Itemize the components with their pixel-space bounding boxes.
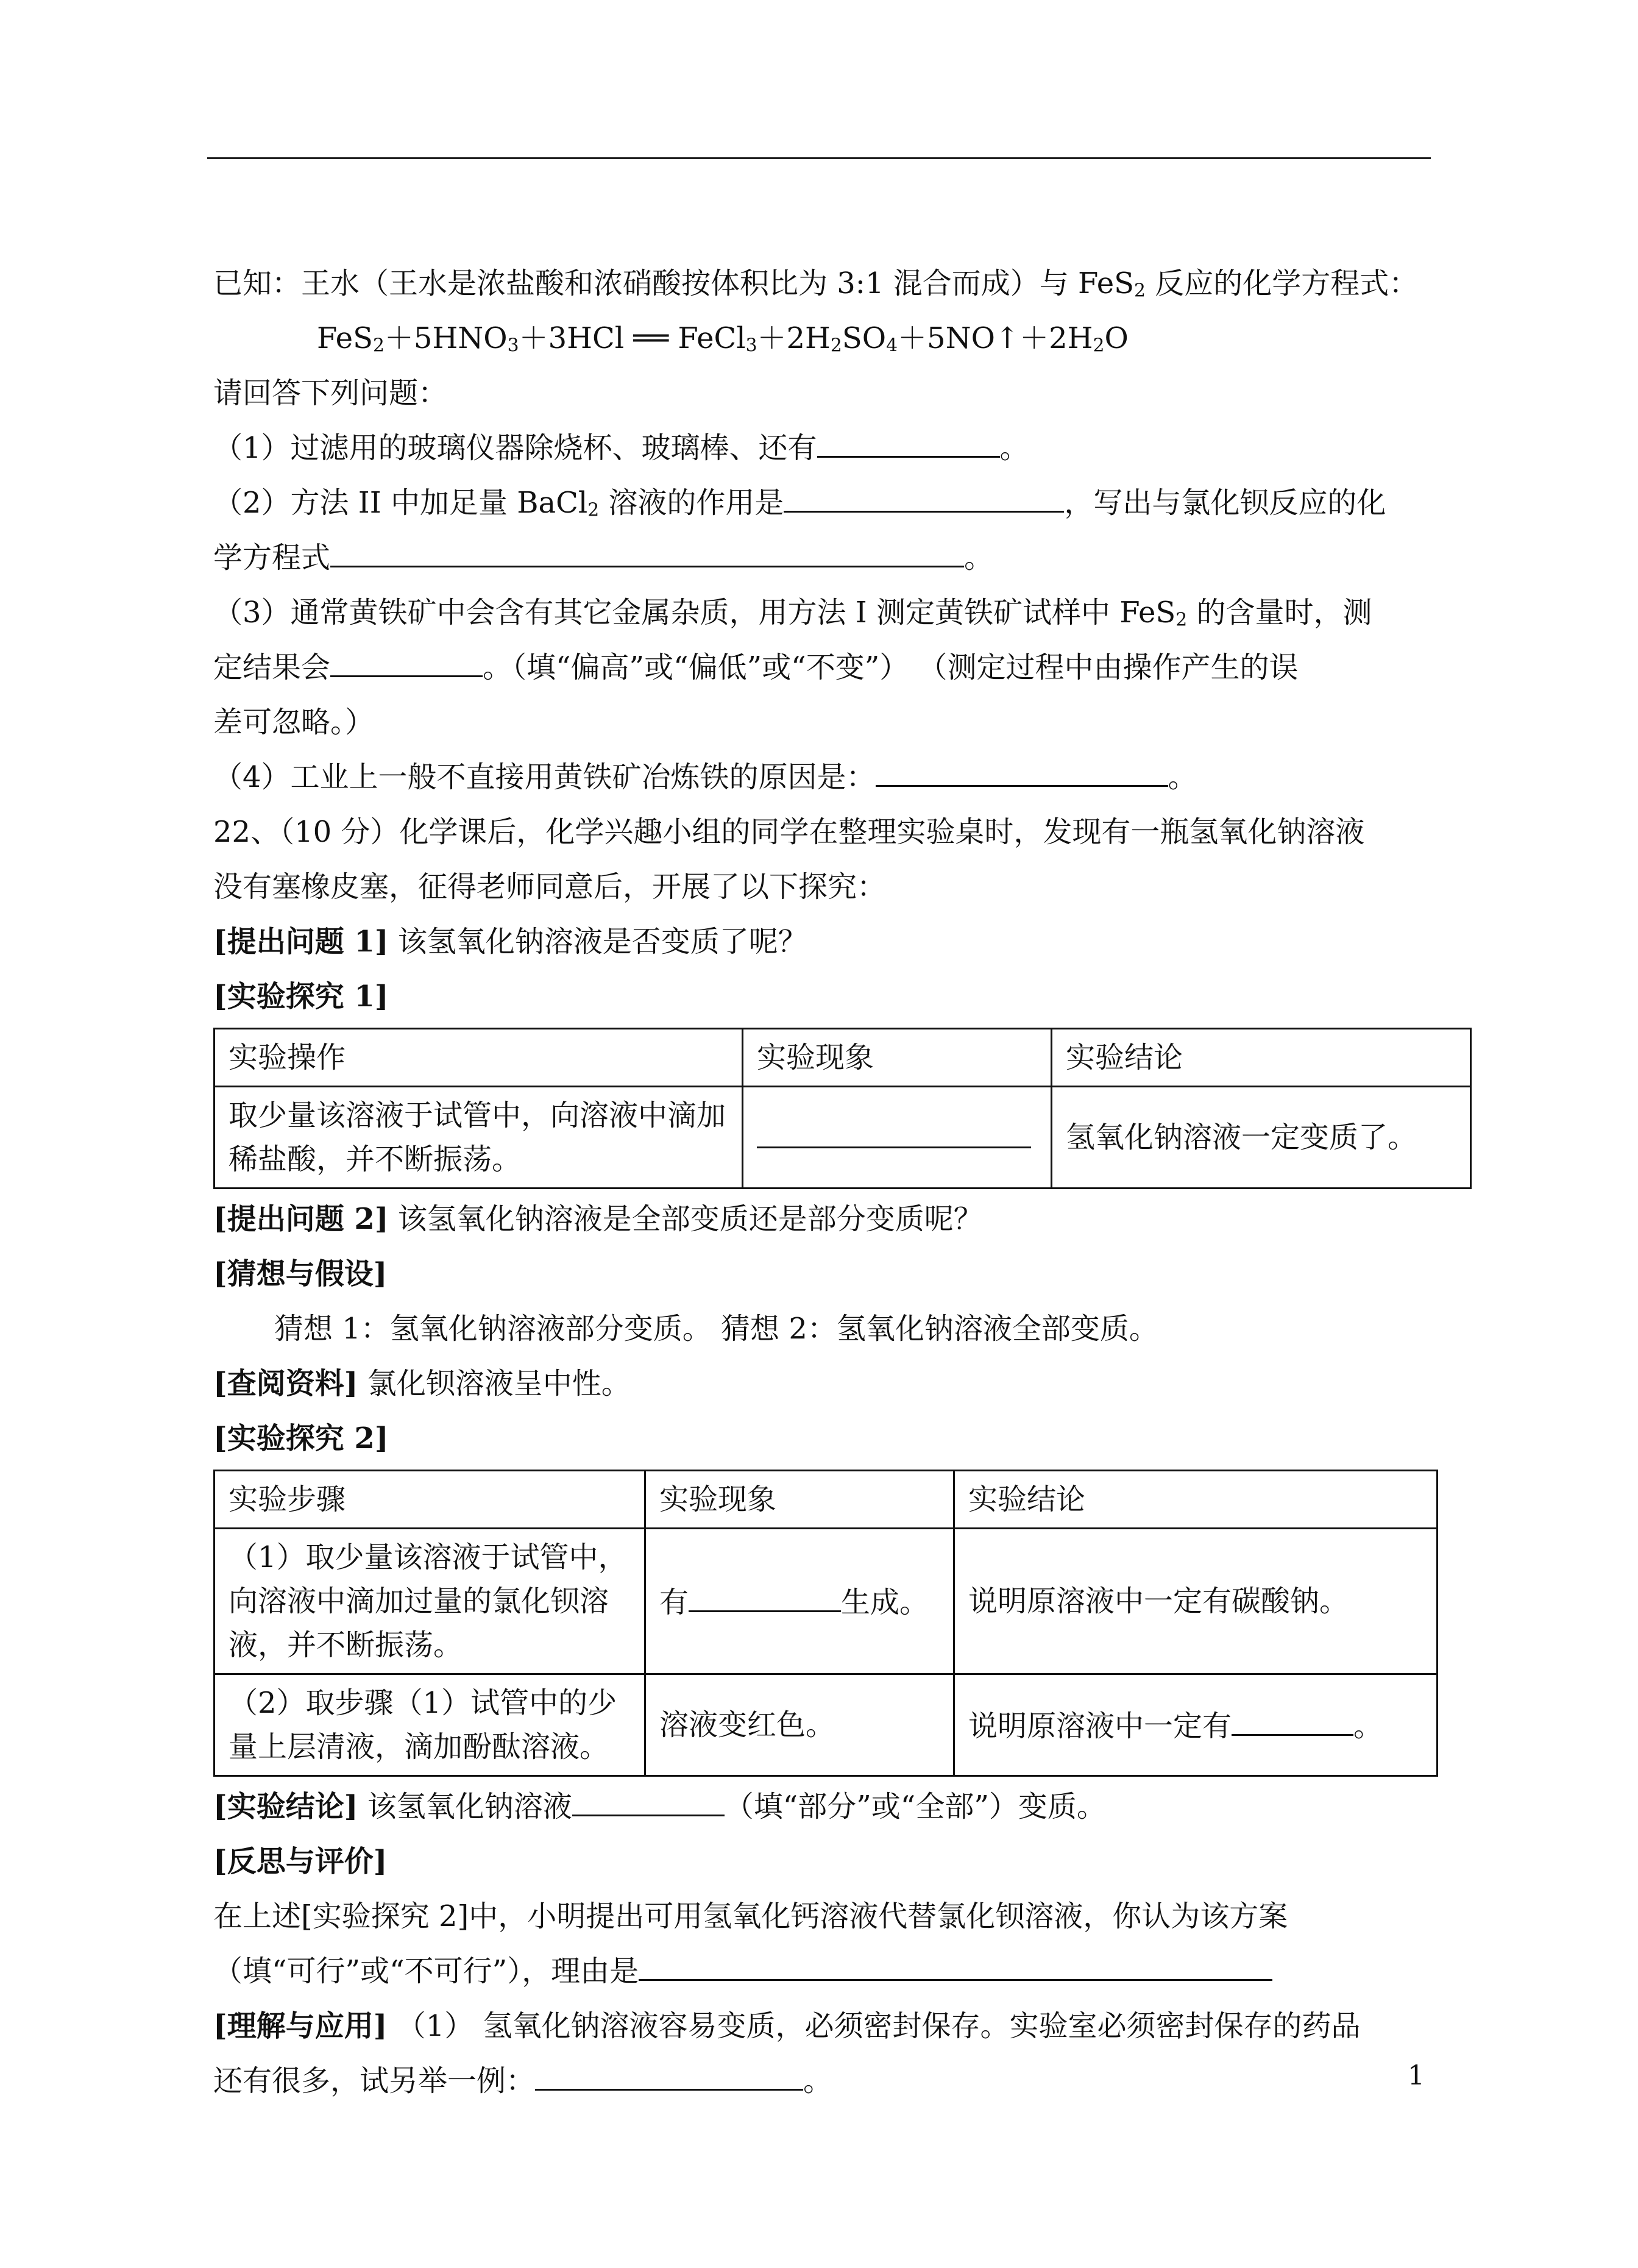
question-22: 22、（10 分）化学课后，化学兴趣小组的同学在整理实验桌时，发现有一瓶氢氧化钠溶液 xyxy=(213,815,1365,849)
table-header: 实验结论 xyxy=(1052,1029,1471,1087)
table-cell: 说明原溶液中一定有 。 xyxy=(954,1674,1438,1776)
question-1: （1）过滤用的玻璃仪器除烧杯、玻璃棒、还有 。 xyxy=(213,421,1472,475)
answer-blank[interactable] xyxy=(757,1115,1031,1148)
table-header: 实验操作 xyxy=(214,1029,743,1087)
answer-blank[interactable] xyxy=(330,644,483,677)
question-22-cont: 没有塞橡皮塞，征得老师同意后，开展了以下探究： xyxy=(213,870,887,904)
table-cell: 取少量该溶液于试管中，向溶液中滴加稀盐酸，并不断振荡。 xyxy=(214,1087,743,1189)
answer-blank[interactable] xyxy=(1232,1702,1353,1736)
section-label: [查阅资料] xyxy=(213,1367,358,1401)
section-label: [理解与应用] xyxy=(213,2009,388,2043)
page-number: 1 xyxy=(1408,2060,1425,2091)
application: [理解与应用] （1） 氢氧化钠溶液容易变质，必须密封保存。实验室必须密封保存的药品 xyxy=(213,2009,1361,2043)
experiment-2-label: [实验探究 2] xyxy=(213,1421,389,1456)
experiment-1-table xyxy=(213,1028,1472,1189)
table-row xyxy=(214,1471,1438,1529)
header-rule xyxy=(207,157,1431,159)
answer-blank[interactable] xyxy=(784,479,1064,513)
reflection-text-cont: （填“可行”或“不可行”），理由是 xyxy=(213,1944,1472,1999)
table-cell: （1）取少量该溶液于试管中，向溶液中滴加过量的氯化钡溶液，并不断振荡。 xyxy=(214,1529,645,1674)
answer-blank[interactable] xyxy=(572,1783,725,1816)
experiment-1-label: [实验探究 1] xyxy=(213,979,389,1014)
reference: [查阅资料] 氯化钡溶液呈中性。 xyxy=(213,1367,631,1401)
table-cell: 有 生成。 xyxy=(645,1529,954,1674)
hypothesis-text: 猜想 1：氢氧化钠溶液部分变质。 猜想 2：氢氧化钠溶液全部变质。 xyxy=(274,1312,1158,1346)
table-row xyxy=(214,1529,1438,1674)
table-header: 实验现象 xyxy=(743,1029,1052,1087)
table-row xyxy=(214,1674,1438,1776)
instruction: 请回答下列问题： xyxy=(213,376,448,410)
answer-blank[interactable] xyxy=(689,1579,841,1612)
table-cell xyxy=(743,1087,1052,1189)
section-label: [提出问题 2] xyxy=(213,1202,389,1236)
question-4: （4）工业上一般不直接用黄铁矿冶炼铁的原因是： 。 xyxy=(213,750,1472,805)
application-cont: 还有很多，试另举一例： 。 xyxy=(213,2053,1472,2108)
known-text: 已知：王水（王水是浓盐酸和浓硝酸按体积比为 3:1 混合而成）与 FeS xyxy=(213,266,1134,300)
table-header: 实验现象 xyxy=(645,1471,954,1529)
known-intro xyxy=(213,256,1472,311)
known-text-end: 反应的化学方程式： xyxy=(1145,266,1419,300)
problem-1: [提出问题 1] 该氢氧化钠溶液是否变质了呢？ xyxy=(213,925,807,959)
section-label: [实验结论] xyxy=(213,1790,358,1824)
table-cell: （2）取步骤（1）试管中的少量上层清液，滴加酚酞溶液。 xyxy=(214,1674,645,1776)
hypothesis-label: [猜想与假设] xyxy=(213,1257,388,1291)
answer-blank[interactable] xyxy=(330,534,964,567)
subscript: 2 xyxy=(1134,280,1146,302)
question-2-cont: 学方程式 。 xyxy=(213,530,1472,585)
question-2: （2）方法 II 中加足量 BaCl$_2$ 溶液的作用是 ，写出与氯化钡反应的化 xyxy=(213,475,1472,530)
chemical-equation: $FeS_2+5HNO_3+3HCl$ ══ $FeCl_3+2H_2SO_4+5NO↑+2H_2O$ xyxy=(317,321,1129,357)
table-cell: 氢氧化钠溶液一定变质了。 xyxy=(1052,1087,1471,1189)
reflection-label: [反思与评价] xyxy=(213,1844,388,1879)
table-cell: 说明原溶液中一定有碳酸钠。 xyxy=(954,1529,1438,1674)
question-3-cont: 定结果会 。（填“偏高”或“偏低”或“不变”） （测定过程中由操作产生的误 xyxy=(213,640,1472,695)
table-header: 实验结论 xyxy=(954,1471,1438,1529)
table-row xyxy=(214,1029,1471,1087)
experiment-2-table xyxy=(213,1470,1438,1777)
reflection-text: 在上述[实验探究 2]中，小明提出可用氢氧化钙溶液代替氯化钡溶液，你认为该方案 xyxy=(213,1899,1288,1933)
conclusion: [实验结论] 该氢氧化钠溶液 （填“部分”或“全部”）变质。 xyxy=(213,1779,1472,1834)
answer-blank[interactable] xyxy=(876,753,1168,787)
question-3: （3）通常黄铁矿中会含有其它金属杂质，用方法 I 测定黄铁矿试样中 FeS$_2$ 的含量时，测 xyxy=(213,595,1372,631)
question-3-cont2: 差可忽略。） xyxy=(213,705,375,739)
table-row xyxy=(214,1087,1471,1189)
table-cell: 溶液变红色。 xyxy=(645,1674,954,1776)
answer-blank[interactable] xyxy=(817,424,1000,458)
table-header: 实验步骤 xyxy=(214,1471,645,1529)
answer-blank[interactable] xyxy=(535,2057,803,2091)
section-label: [提出问题 1] xyxy=(213,925,389,959)
answer-blank[interactable] xyxy=(639,1947,1272,1981)
problem-2: [提出问题 2] 该氢氧化钠溶液是全部变质还是部分变质呢？ xyxy=(213,1202,983,1236)
document-body xyxy=(213,256,1472,2108)
